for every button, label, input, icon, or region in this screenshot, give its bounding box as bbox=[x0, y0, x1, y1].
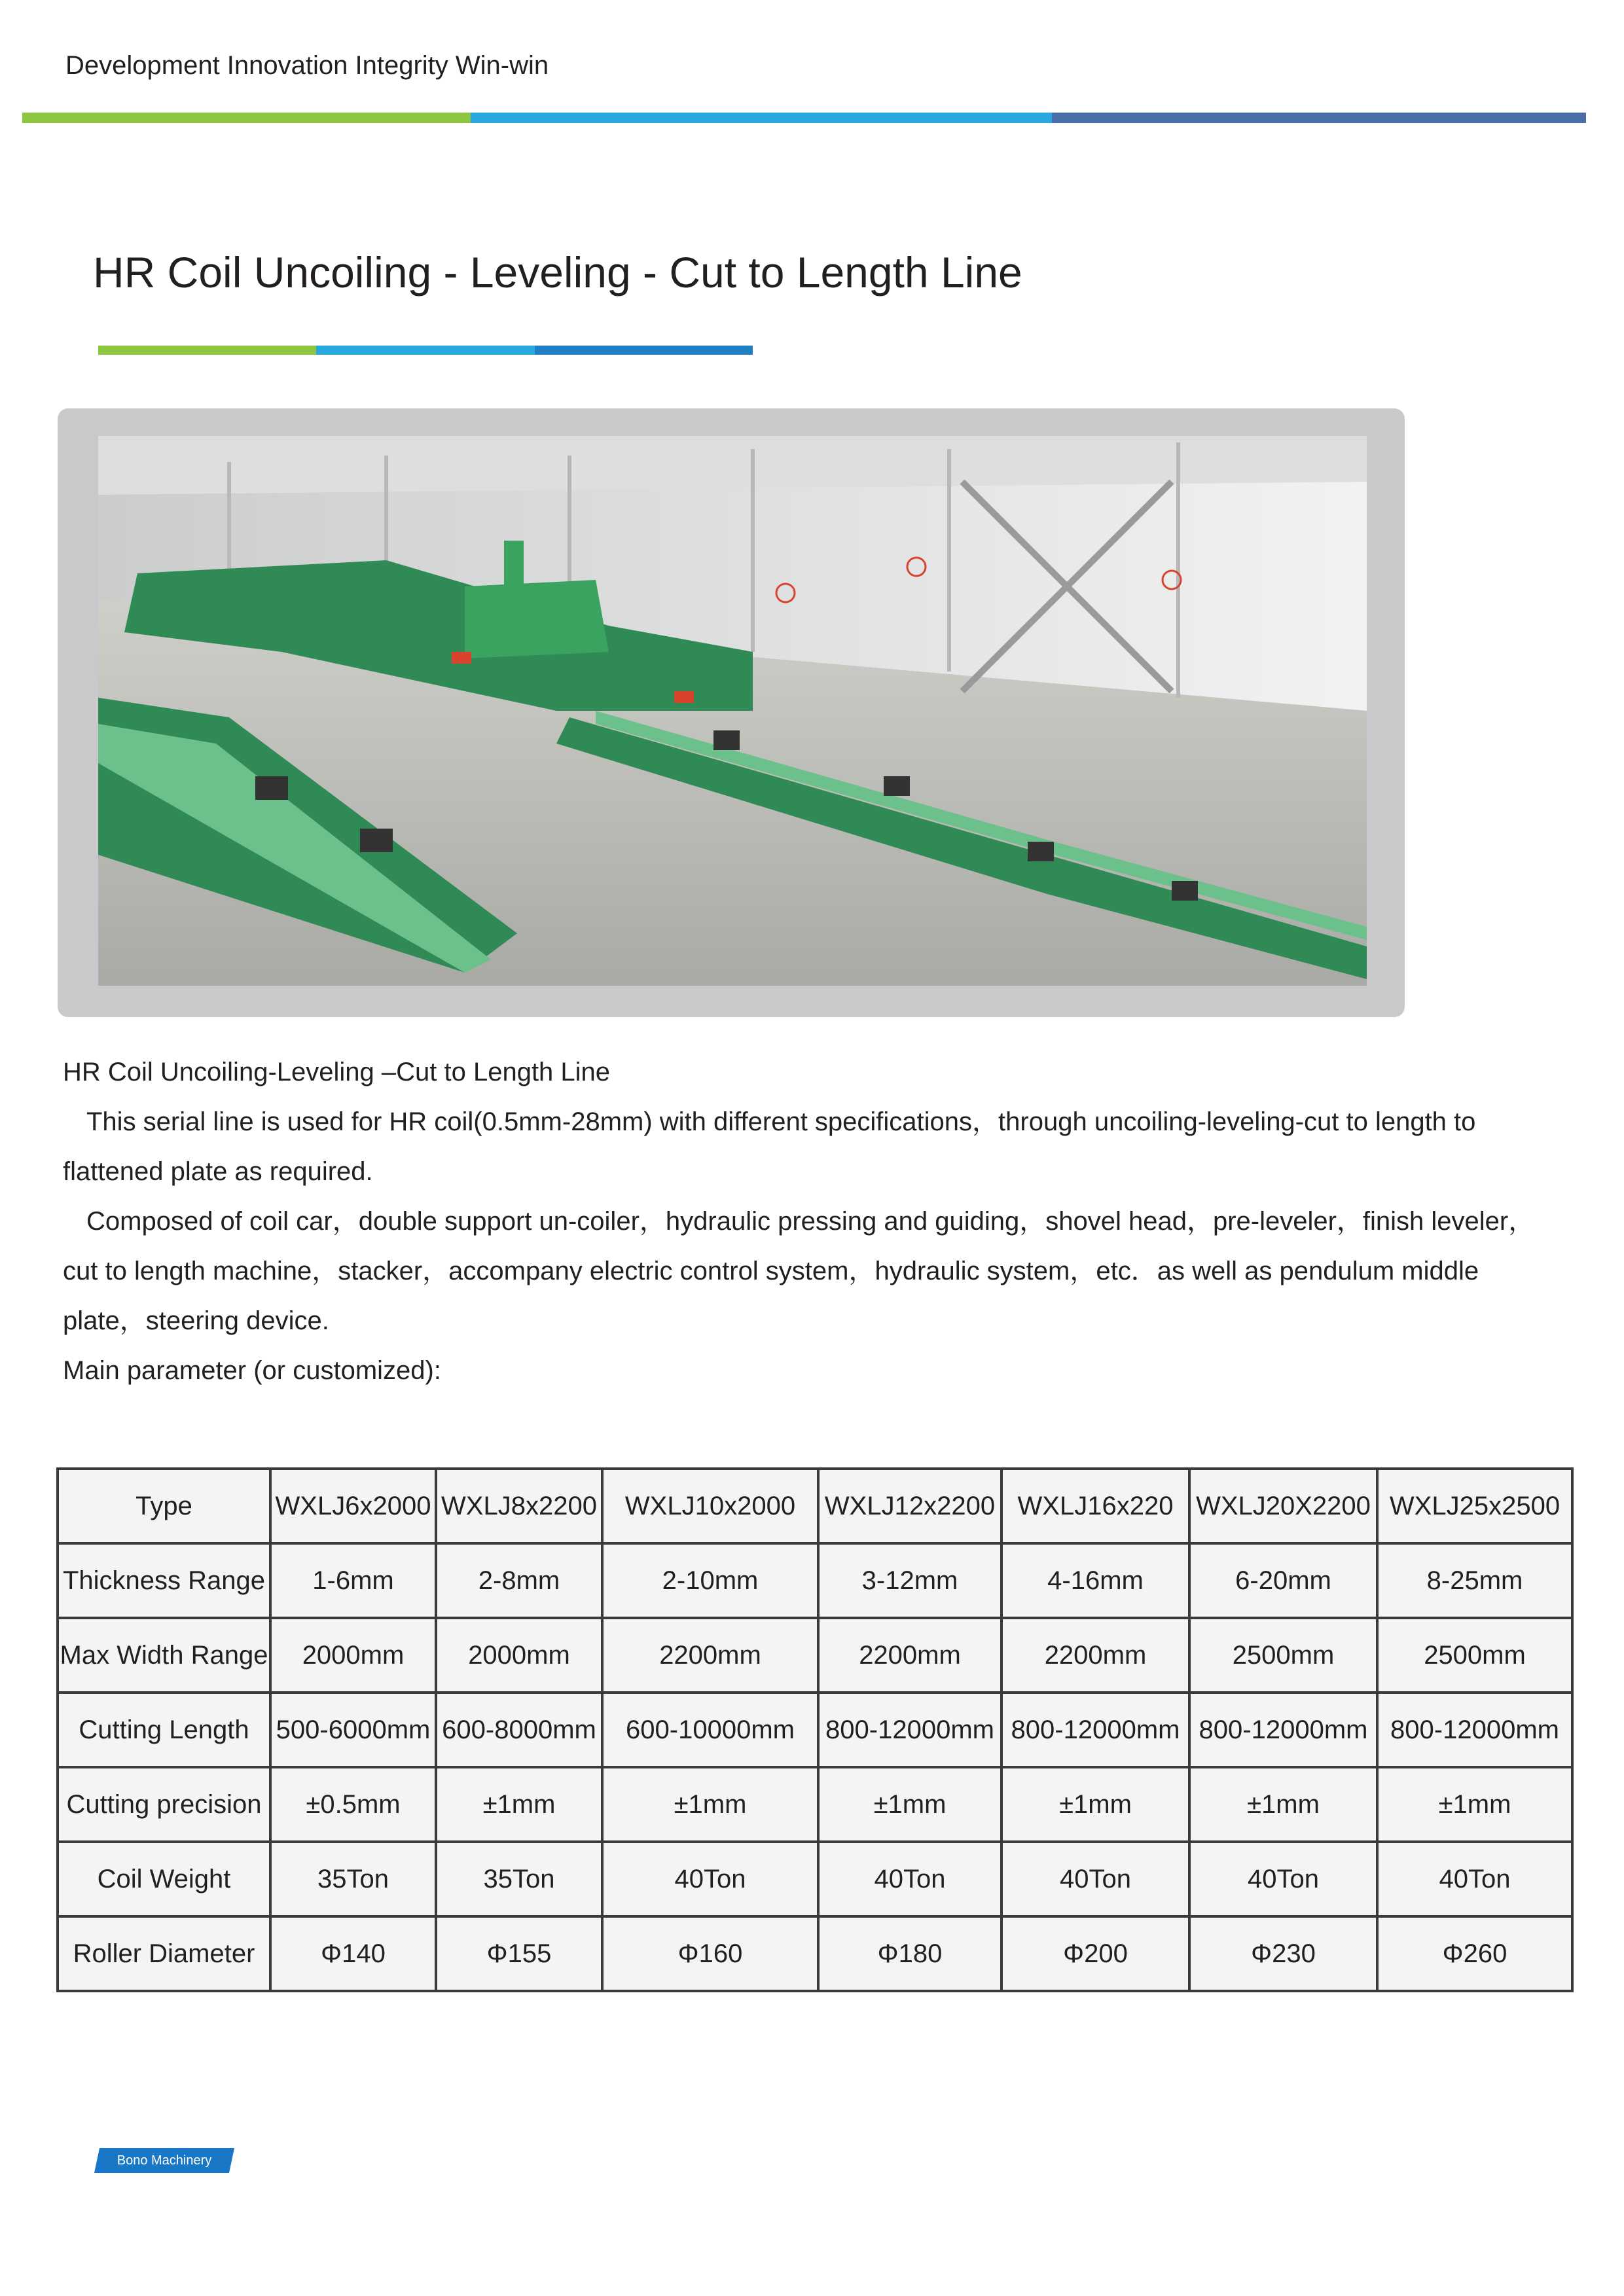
table-row bbox=[58, 1767, 1572, 1842]
table-cell: ±1mm bbox=[818, 1767, 1001, 1842]
table-cell: 2500mm bbox=[1377, 1618, 1572, 1693]
row-label: Type bbox=[58, 1469, 270, 1543]
table-cell: ±1mm bbox=[436, 1767, 602, 1842]
table-row bbox=[58, 1618, 1572, 1693]
table-cell: 800-12000mm bbox=[1001, 1693, 1189, 1767]
table-cell: 40Ton bbox=[1377, 1842, 1572, 1916]
table-cell: 2200mm bbox=[1001, 1618, 1189, 1693]
table-cell: Φ230 bbox=[1189, 1916, 1377, 1991]
table-cell: 3-12mm bbox=[818, 1543, 1001, 1618]
table-cell: Φ140 bbox=[270, 1916, 436, 1991]
table-cell: Φ260 bbox=[1377, 1916, 1572, 1991]
table-cell: Φ160 bbox=[602, 1916, 818, 1991]
row-label: Coil Weight bbox=[58, 1842, 270, 1916]
table-cell: 800-12000mm bbox=[818, 1693, 1001, 1767]
table-cell: 2000mm bbox=[436, 1618, 602, 1693]
table-cell: ±1mm bbox=[1001, 1767, 1189, 1842]
table-row bbox=[58, 1693, 1572, 1767]
brand-badge bbox=[94, 2148, 234, 2173]
table-cell: WXLJ20X2200 bbox=[1189, 1469, 1377, 1543]
table-cell: 2000mm bbox=[270, 1618, 436, 1693]
description-paragraph-2: Composed of coil car，double support un-coiler，hydraulic pressing and guiding，shovel head，pre-leveler，finish leveler，cut to length machine，stacker，accompany electric control system，hydraulic system，etc．as well as pendulum middle plate，steering device. bbox=[63, 1207, 1535, 1335]
title-underline-bar bbox=[98, 346, 753, 355]
table-row bbox=[58, 1543, 1572, 1618]
table-cell: WXLJ6x2000 bbox=[270, 1469, 436, 1543]
table-cell: 800-12000mm bbox=[1189, 1693, 1377, 1767]
table-cell: 6-20mm bbox=[1189, 1543, 1377, 1618]
header-slogan: Development Innovation Integrity Win-win bbox=[65, 51, 549, 80]
row-label: Roller Diameter bbox=[58, 1916, 270, 1991]
table-cell: 600-8000mm bbox=[436, 1693, 602, 1767]
table-row bbox=[58, 1916, 1572, 1991]
table-row bbox=[58, 1842, 1572, 1916]
table-cell: 4-16mm bbox=[1001, 1543, 1189, 1618]
table-cell: 600-10000mm bbox=[602, 1693, 818, 1767]
table-cell: ±1mm bbox=[1377, 1767, 1572, 1842]
table-cell: 500-6000mm bbox=[270, 1693, 436, 1767]
table-cell: WXLJ10x2000 bbox=[602, 1469, 818, 1543]
table-cell: 40Ton bbox=[1001, 1842, 1189, 1916]
table-cell: 35Ton bbox=[270, 1842, 436, 1916]
parameter-table bbox=[56, 1467, 1574, 1992]
table-cell: 40Ton bbox=[602, 1842, 818, 1916]
table-cell: 8-25mm bbox=[1377, 1543, 1572, 1618]
main-parameter-label: Main parameter (or customized): bbox=[63, 1356, 441, 1385]
row-label: Thickness Range bbox=[58, 1543, 270, 1618]
table-cell: 40Ton bbox=[1189, 1842, 1377, 1916]
table-cell: 35Ton bbox=[436, 1842, 602, 1916]
table-cell: 2200mm bbox=[818, 1618, 1001, 1693]
table-cell: ±0.5mm bbox=[270, 1767, 436, 1842]
table-cell: 2-8mm bbox=[436, 1543, 602, 1618]
row-label: Cutting Length bbox=[58, 1693, 270, 1767]
page-title: HR Coil Uncoiling - Leveling - Cut to Length Line bbox=[93, 248, 1022, 296]
table-cell: Φ200 bbox=[1001, 1916, 1189, 1991]
description-heading: HR Coil Uncoiling-Leveling –Cut to Length Line bbox=[63, 1058, 611, 1086]
description-paragraph-1: This serial line is used for HR coil(0.5mm-28mm) with different specifications，through uncoiling-leveling-cut to length to flattened plate as required. bbox=[63, 1107, 1476, 1186]
production-line-photo bbox=[98, 436, 1367, 986]
table-cell: 2-10mm bbox=[602, 1543, 818, 1618]
table-cell: WXLJ25x2500 bbox=[1377, 1469, 1572, 1543]
table-cell: ±1mm bbox=[1189, 1767, 1377, 1842]
table-cell: 2200mm bbox=[602, 1618, 818, 1693]
table-cell: WXLJ8x2200 bbox=[436, 1469, 602, 1543]
header-color-bar bbox=[22, 113, 1586, 123]
table-cell: Φ155 bbox=[436, 1916, 602, 1991]
brand-name: Bono Machinery bbox=[117, 2153, 212, 2168]
row-label: Cutting precision bbox=[58, 1767, 270, 1842]
description-section bbox=[63, 1047, 1568, 1395]
table-cell: 1-6mm bbox=[270, 1543, 436, 1618]
table-cell: ±1mm bbox=[602, 1767, 818, 1842]
table-cell: 2500mm bbox=[1189, 1618, 1377, 1693]
table-cell: WXLJ16x220 bbox=[1001, 1469, 1189, 1543]
table-row bbox=[58, 1469, 1572, 1543]
row-label: Max Width Range bbox=[58, 1618, 270, 1693]
table-cell: 800-12000mm bbox=[1377, 1693, 1572, 1767]
photo-frame bbox=[58, 408, 1405, 1017]
table-cell: WXLJ12x2200 bbox=[818, 1469, 1001, 1543]
table-cell: 40Ton bbox=[818, 1842, 1001, 1916]
table-cell: Φ180 bbox=[818, 1916, 1001, 1991]
